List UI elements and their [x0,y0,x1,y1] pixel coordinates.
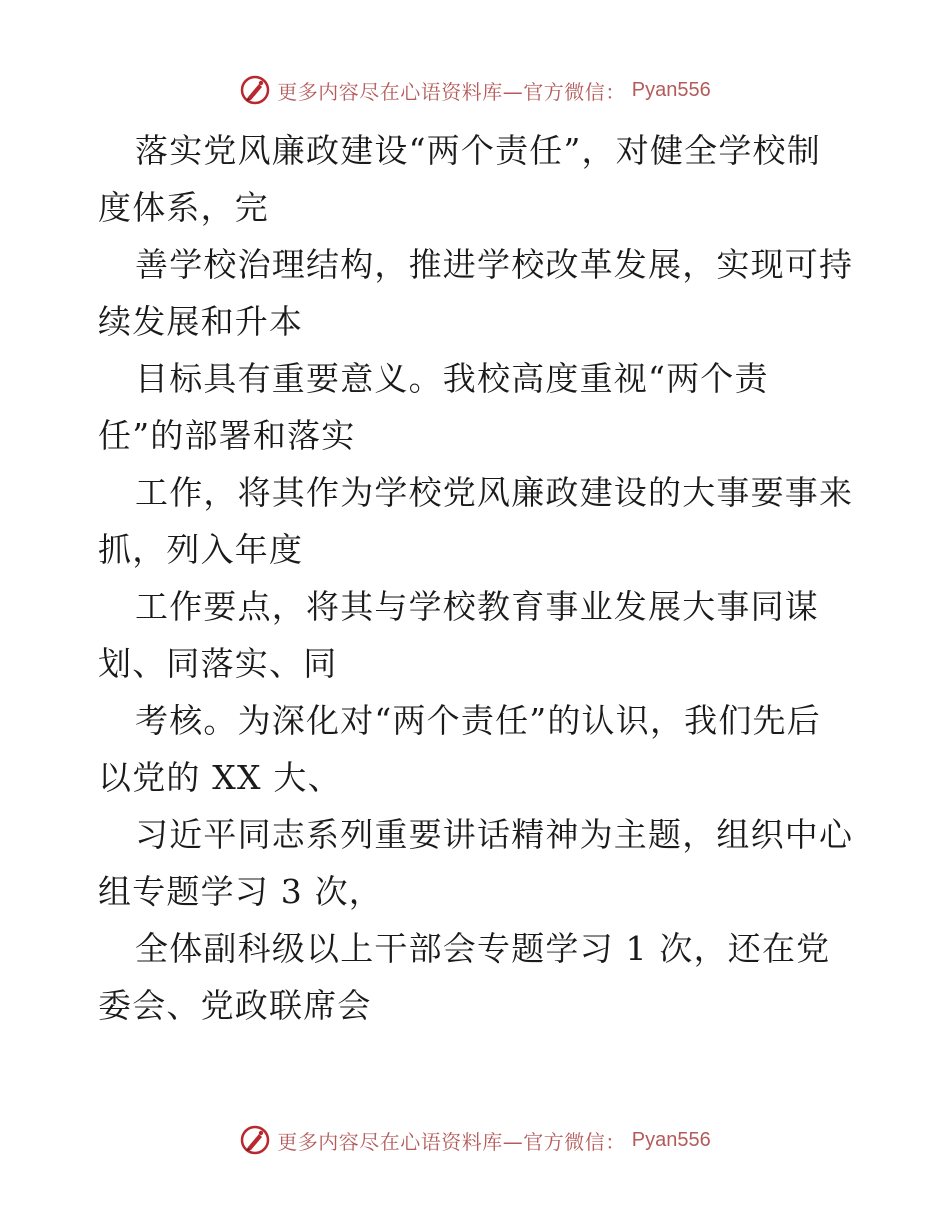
paragraph-line: 划、同落实、同 [98,644,338,683]
header-watermark [0,70,950,110]
footer-watermark [0,1120,950,1160]
watermark-text: 更多内容尽在心语资料库—官方微信： [277,1129,626,1154]
watermark-wechat-id: Pyan556 [631,1128,711,1151]
paragraph [98,578,868,692]
pen-logo-icon [239,74,271,106]
paragraph-line: 考核。为深化对“两个责任”的认识，我们先后 [135,701,821,740]
pen-logo-icon [239,1124,271,1156]
paragraph-line: 度体系，完 [98,188,269,227]
document-body [98,122,868,1034]
paragraph-line: 习近平同志系列重要讲话精神为主题，组织中心 [135,815,854,854]
paragraph-line: 续发展和升本 [98,302,304,341]
paragraph [98,236,868,350]
paragraph-line: 任”的部署和落实 [98,416,356,455]
watermark-wechat-id: Pyan556 [631,78,711,101]
paragraph [98,920,868,1034]
paragraph-line: 以党的 XX 大、 [98,758,342,797]
paragraph-line: 目标具有重要意义。我校高度重视“两个责 [135,359,769,398]
paragraph [98,692,868,806]
paragraph [98,464,868,578]
paragraph-line: 工作要点，将其与学校教育事业发展大事同谋 [135,587,819,626]
paragraph-line: 组专题学习 3 次， [98,872,383,911]
paragraph [98,122,868,236]
paragraph-line: 落实党风廉政建设“两个责任”，对健全学校制 [135,131,821,170]
paragraph-line: 善学校治理结构，推进学校改革发展，实现可持 [135,245,854,284]
paragraph-line: 抓，列入年度 [98,530,304,569]
paragraph-line: 全体副科级以上干部会专题学习 1 次，还在党 [135,929,831,968]
paragraph-line: 委会、党政联席会 [98,986,372,1025]
watermark-text: 更多内容尽在心语资料库—官方微信： [277,79,626,104]
paragraph [98,350,868,464]
paragraph [98,806,868,920]
paragraph-line: 工作，将其作为学校党风廉政建设的大事要事来 [135,473,854,512]
